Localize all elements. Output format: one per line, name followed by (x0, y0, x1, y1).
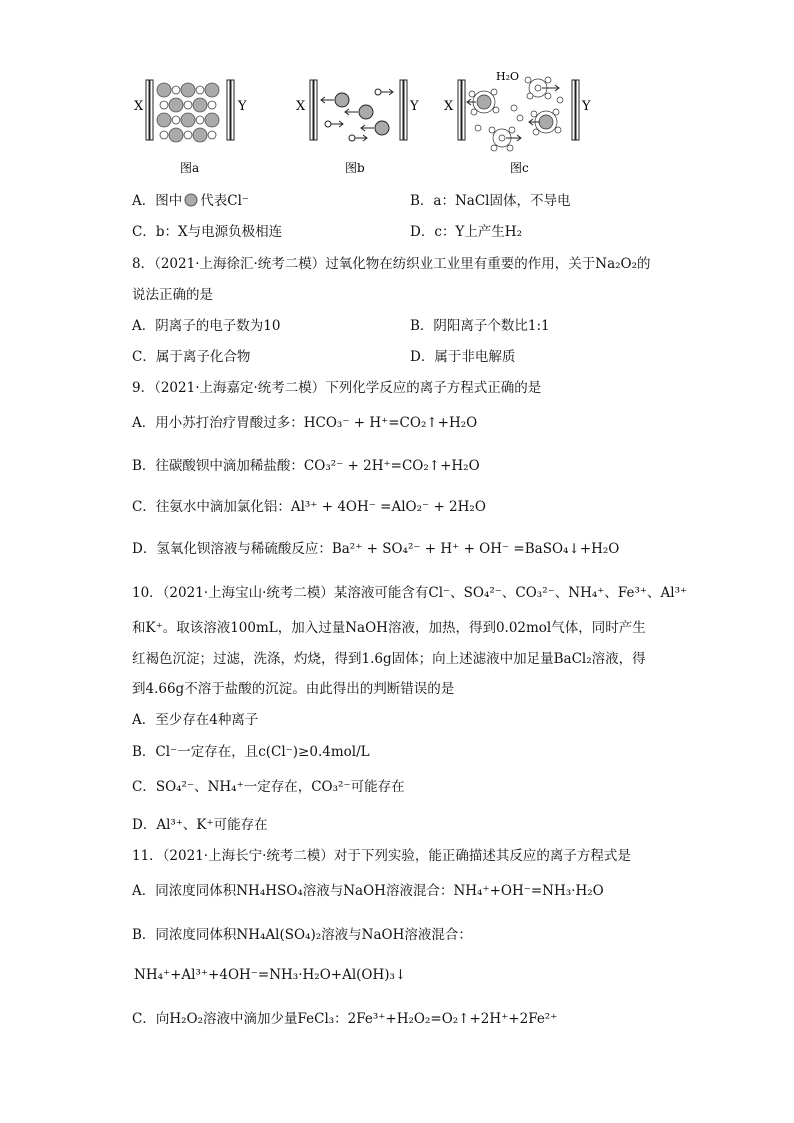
q7-option-a: A．图中 代表Cl⁻ (132, 193, 250, 209)
q10-stem-line-4: 到4.66g不溶于盐酸的沉淀。由此得出的判断错误的是 (132, 681, 455, 697)
figure-b (296, 80, 419, 175)
q7-option-d: D．c：Y上产生H₂ (410, 224, 522, 240)
q9-option-c: C．往氨水中滴加氯化铝：Al³⁺ + 4OH⁻ =AlO₂⁻ + 2H₂O (132, 499, 486, 515)
q10-stem-line-3: 红褐色沉淀；过滤，洗涤，灼烧，得到1.6g固体；向上述滤液中加足量BaCl₂溶液，得 (132, 651, 646, 667)
q9-option-a: A．用小苏打治疗胃酸过多：HCO₃⁻ + H⁺=CO₂↑+H₂O (132, 415, 478, 431)
q9-option-b: B．往碳酸钡中滴加稀盐酸：CO₃²⁻ + 2H⁺=CO₂↑+H₂O (132, 458, 480, 474)
q9-stem: 9．（2021·上海嘉定·统考二模）下列化学反应的离子方程式正确的是 (132, 380, 542, 396)
figure-a-y-label: Y (238, 99, 247, 114)
q10-option-b: B．Cl⁻一定存在，且c(Cl⁻)≥0.4mol/L (132, 744, 370, 760)
q11-stem: 11．（2021·上海长宁·统考二模）对于下列实验，能正确描述其反应的离子方程式是 (132, 848, 631, 864)
chloride-ion-circle-icon (184, 193, 198, 207)
q8-option-a: A．阴离子的电子数为10 (132, 318, 281, 334)
figure-c-x-label: X (444, 99, 454, 114)
q7-option-c: C．b：X与电源负极相连 (132, 224, 283, 240)
figure-b-caption: 图b (345, 161, 365, 175)
q7-option-b: B．a：NaCl固体，不导电 (410, 193, 571, 209)
figure-b-y-label: Y (410, 99, 419, 114)
q8-stem-line-2: 说法正确的是 (132, 287, 213, 303)
figure-a (134, 80, 247, 175)
figure-c-water-label: H₂O (496, 70, 520, 83)
q11-option-b: B．同浓度同体积NH₄Al(SO₄)₂溶液与NaOH溶液混合： (132, 927, 472, 943)
q11-option-c: C．向H₂O₂溶液中滴加少量FeCl₃：2Fe³⁺+H₂O₂=O₂↑+2H⁺+2Fe²⁺ (132, 1011, 558, 1027)
q9-option-d: D．氢氧化钡溶液与稀硫酸反应：Ba²⁺ + SO₄²⁻ + H⁺ + OH⁻ =BaSO₄↓+H₂O (132, 541, 620, 557)
figure-c (444, 70, 591, 175)
q10-option-d: D．Al³⁺、K⁺可能存在 (132, 817, 268, 833)
q8-option-d: D．属于非电解质 (410, 349, 516, 365)
figure-a-caption: 图a (180, 161, 200, 175)
electrolysis-figures (130, 62, 650, 180)
q8-option-b: B．阴阳离子个数比1:1 (410, 318, 550, 334)
q10-option-c: C．SO₄²⁻、NH₄⁺一定存在，CO₃²⁻可能存在 (132, 779, 405, 795)
figure-a-x-label: X (134, 99, 144, 114)
q10-stem-line-2: 和K⁺。取该溶液100mL，加入过量NaOH溶液，加热，得到0.02mol气体，同时产生 (132, 620, 646, 636)
q11-option-b-equation: NH₄⁺+Al³⁺+4OH⁻=NH₃·H₂O+Al(OH)₃↓ (134, 967, 407, 983)
q10-stem-line-1: 10．（2021·上海宝山·统考二模）某溶液可能含有Cl⁻、SO₄²⁻、CO₃²⁻、NH₄⁺、Fe³⁺、Al³⁺ (132, 585, 688, 601)
figure-c-y-label: Y (582, 99, 591, 114)
q8-option-c: C．属于离子化合物 (132, 349, 251, 365)
q8-stem-line-1: 8．（2021·上海徐汇·统考二模）过氧化物在纺织业工业里有重要的作用，关于Na₂O₂的 (132, 256, 651, 272)
figure-c-caption: 图c (510, 161, 529, 175)
q11-option-a: A．同浓度同体积NH₄HSO₄溶液与NaOH溶液混合：NH₄⁺+OH⁻=NH₃·H₂O (132, 883, 604, 899)
figure-b-x-label: X (296, 99, 306, 114)
q10-option-a: A．至少存在4种离子 (132, 712, 259, 728)
